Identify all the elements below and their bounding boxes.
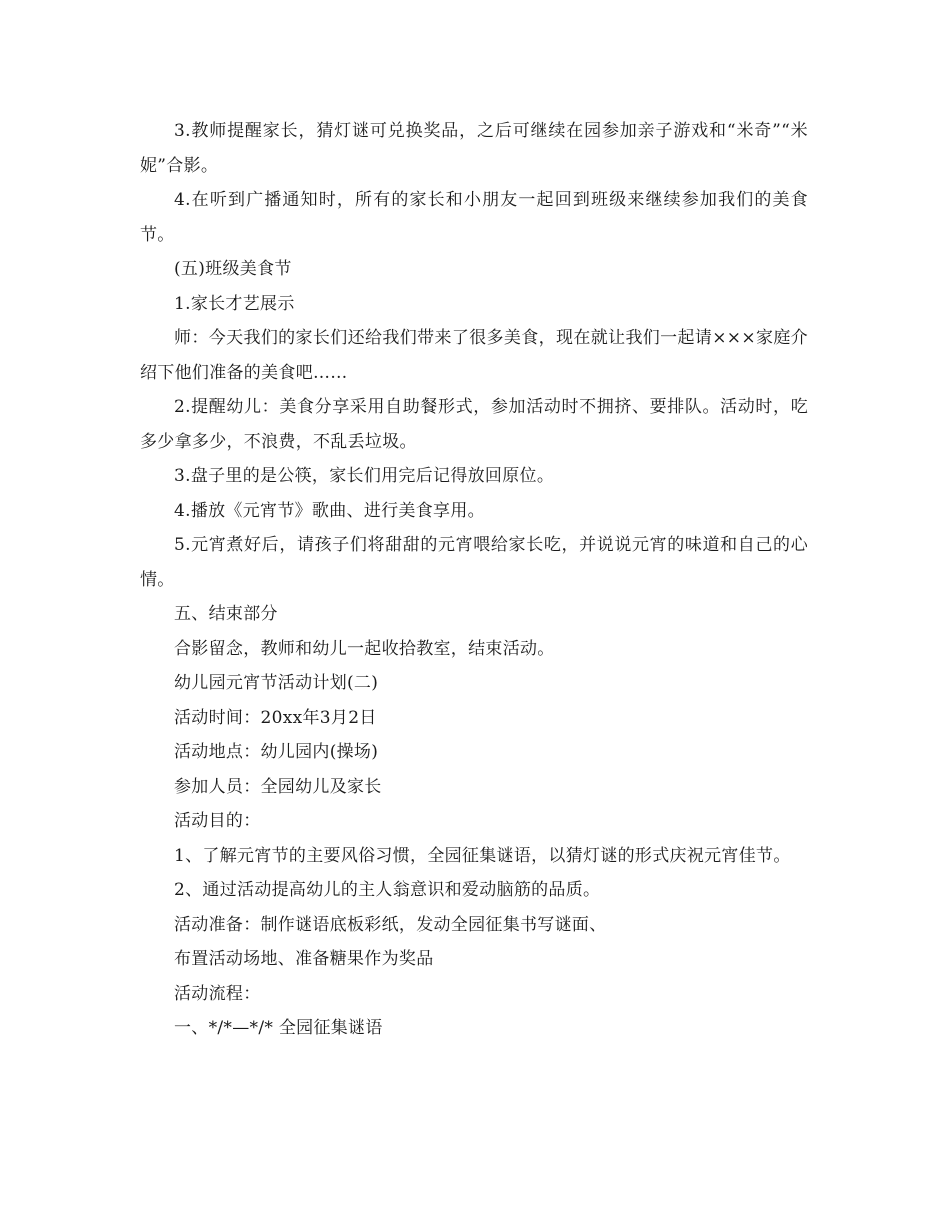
paragraph: 1.家长才艺展示 [174, 293, 295, 314]
paragraph: 师：今天我们的家长们还给我们带来了很多美食，现在就让我们一起请×××家庭介绍下他们准备的美食吧…… [140, 328, 808, 383]
activity-time: 活动时间：20xx年3月2日 [174, 707, 377, 728]
section-heading: 活动流程： [174, 983, 261, 1004]
paragraph: 2、通过活动提高幼儿的主人翁意识和爱动脑筋的品质。 [174, 880, 601, 900]
paragraph: 合影留念，教师和幼儿一起收拾教室，结束活动。 [174, 638, 555, 659]
paragraph: 活动准备：制作谜语底板彩纸，发动全园征集书写谜面、 [174, 914, 607, 935]
section-heading: 五、结束部分 [174, 604, 278, 624]
paragraph: 4.播放《元宵节》歌曲、进行美食享用。 [174, 500, 485, 521]
section-heading: 活动目的： [174, 811, 261, 831]
document-title: 幼儿园元宵节活动计划(二) [174, 673, 379, 693]
paragraph: 一、*/*—*/* 全园征集谜语 [174, 1018, 383, 1038]
paragraph: 布置活动场地、准备糖果作为奖品 [174, 949, 434, 969]
paragraph: 3.盘子里的是公筷，家长们用完后记得放回原位。 [174, 466, 555, 486]
paragraph: 4.在听到广播通知时，所有的家长和小朋友一起回到班级来继续参加我们的美食节。 [140, 190, 808, 245]
section-heading: (五)班级美食节 [174, 259, 292, 279]
paragraph: 1、了解元宵节的主要风俗习惯，全园征集谜语，以猜灯谜的形式庆祝元宵佳节。 [174, 845, 791, 866]
document-body [140, 114, 808, 1046]
activity-location: 活动地点：幼儿园内(操场) [174, 742, 379, 762]
paragraph: 5.元宵煮好后，请孩子们将甜甜的元宵喂给家长吃，并说说元宵的味道和自己的心情。 [140, 535, 808, 590]
participants: 参加人员：全园幼儿及家长 [174, 776, 382, 797]
paragraph: 2.提醒幼儿：美食分享采用自助餐形式，参加活动时不拥挤、要排队。活动时，吃多少拿多少，不浪费，不乱丢垃圾。 [140, 397, 808, 452]
paragraph: 3.教师提醒家长，猜灯谜可兑换奖品，之后可继续在园参加亲子游戏和“米奇”“米妮”合影。 [140, 121, 808, 176]
